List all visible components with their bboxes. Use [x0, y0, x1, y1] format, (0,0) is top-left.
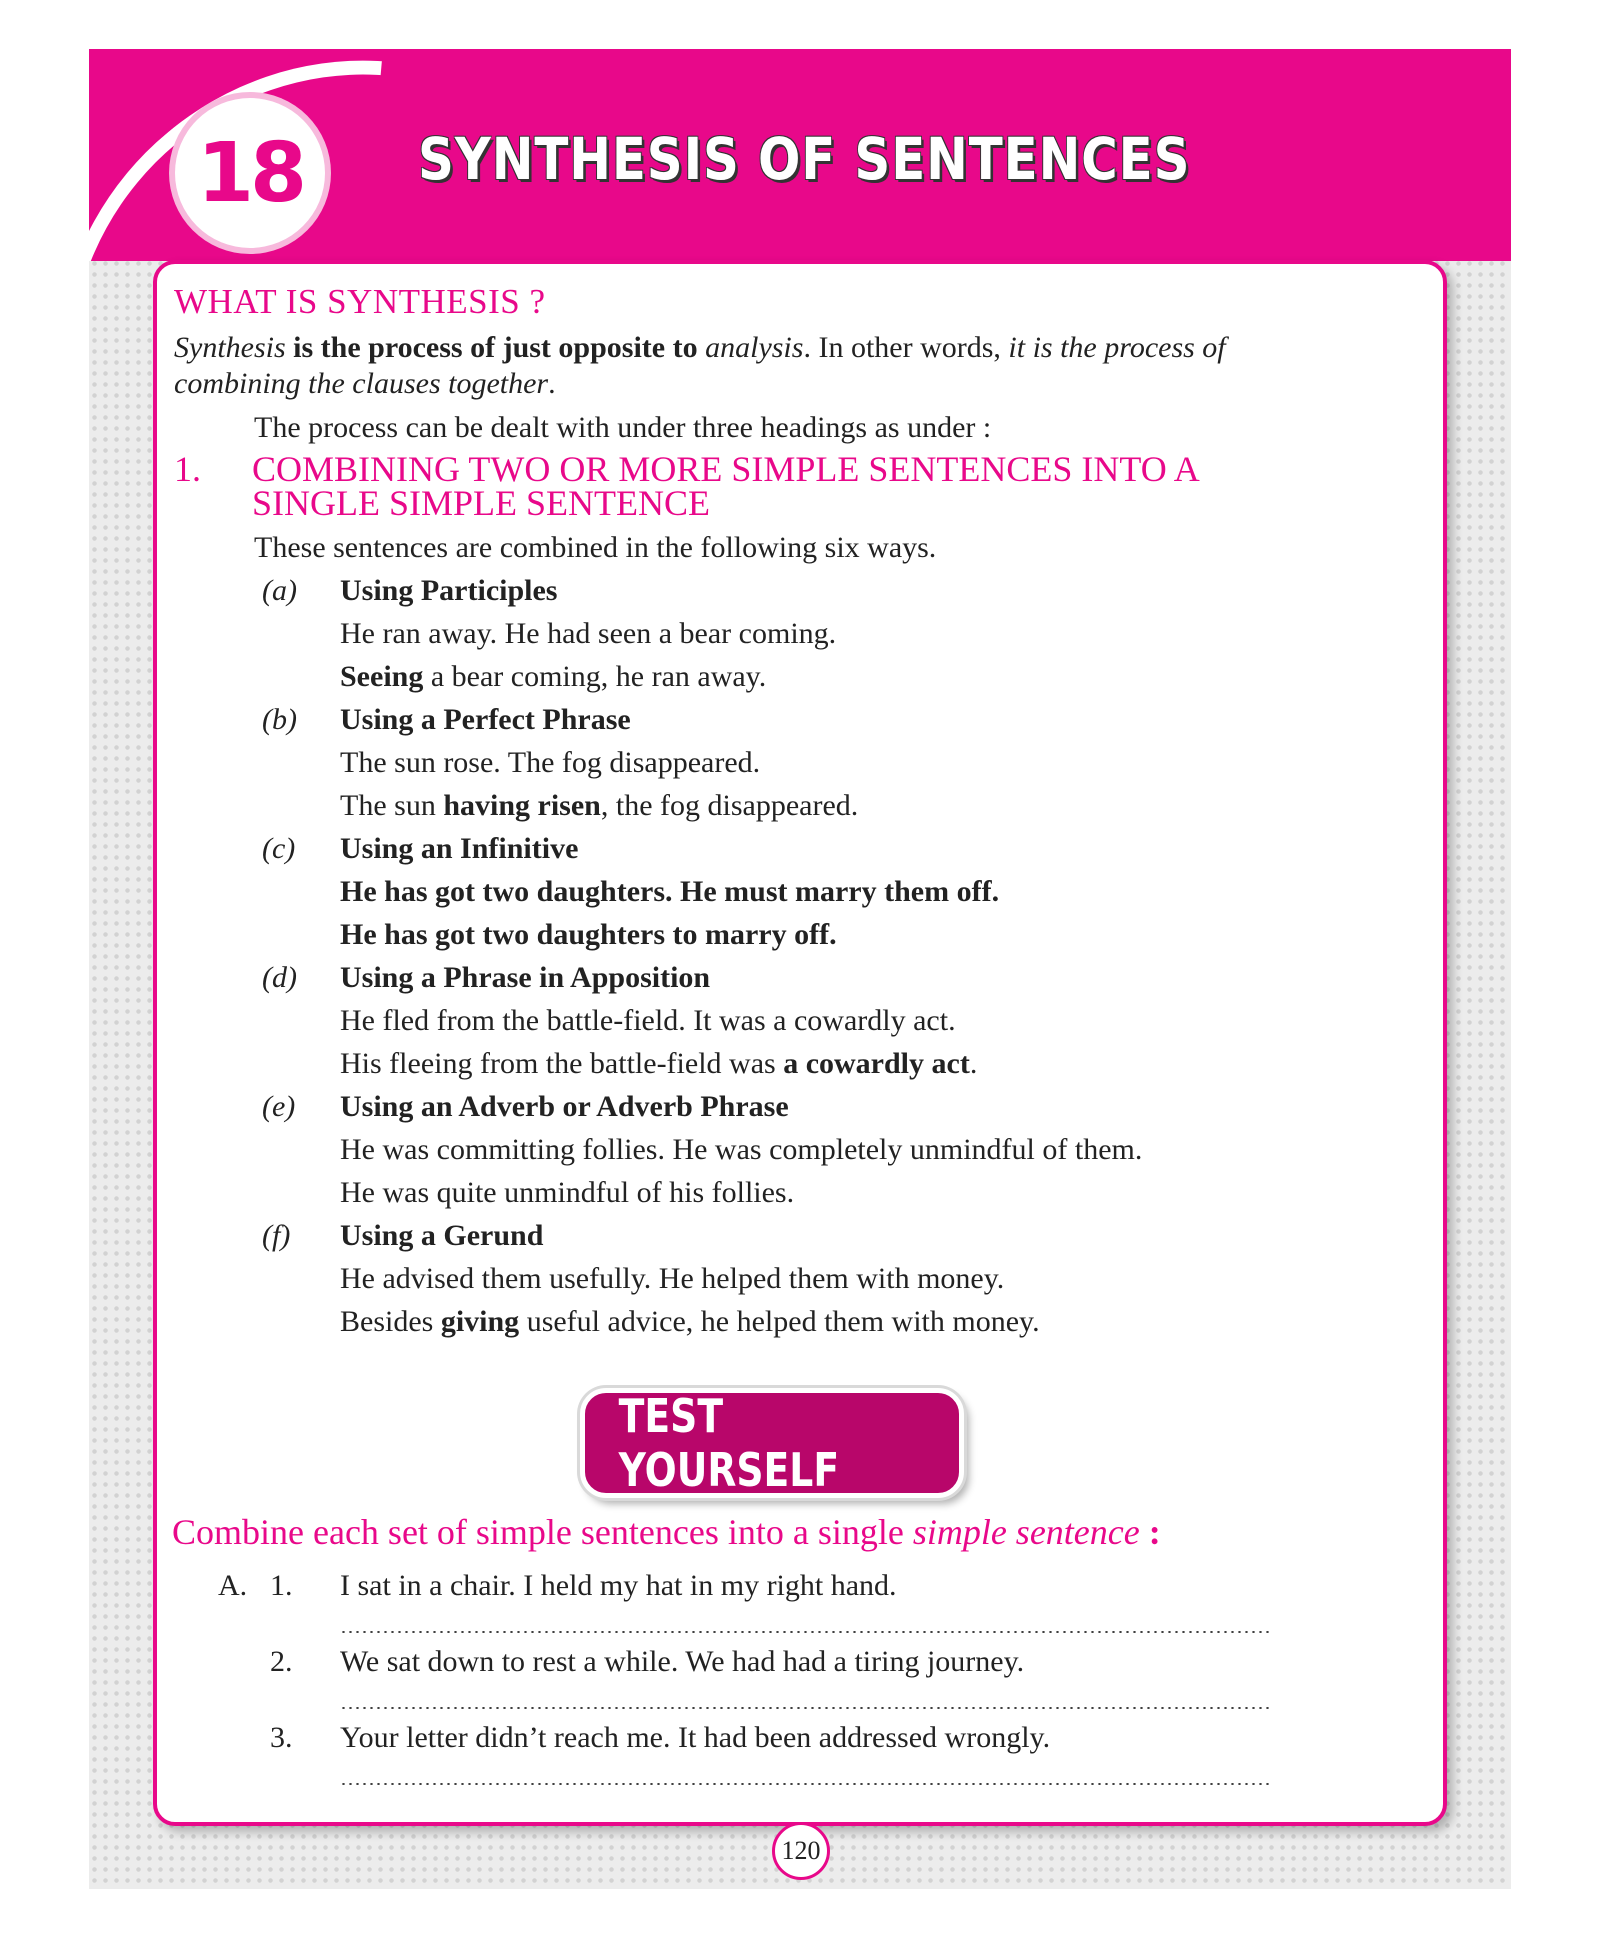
question-text: I sat in a chair. I held my hat in my right hand. — [340, 1569, 897, 1602]
example-sentence: He has got two daughters. He must marry them off. — [340, 875, 1000, 908]
question-number: 2. — [270, 1645, 293, 1678]
example-pre: His fleeing from the battle-field was — [340, 1047, 784, 1080]
example-rest: , the fog disappeared. — [600, 789, 859, 822]
highlight: having risen — [443, 789, 601, 822]
example-rest: . — [969, 1047, 978, 1080]
part-lead: These sentences are combined in the following six ways. — [254, 531, 937, 564]
example-pre: Besides — [340, 1305, 441, 1338]
definition-bold: is the process of just opposite to — [285, 331, 706, 364]
example-sentence: The sun rose. The fog disappeared. — [340, 746, 761, 779]
way-title: Using an Infinitive — [340, 832, 579, 865]
answer-line[interactable] — [340, 1782, 1272, 1786]
example-sentence: He advised them usefully. He helped them with money. — [340, 1262, 1005, 1295]
definition-italic: it is the process of — [1008, 331, 1226, 364]
test-yourself-label: TEST YOURSELF — [618, 1389, 840, 1497]
way-letter: (a) — [262, 574, 297, 607]
example-combined: He was quite unmindful of his follies. — [340, 1176, 795, 1209]
answer-line[interactable] — [340, 1706, 1272, 1710]
way-letter: (c) — [262, 832, 296, 865]
way-title: Using Participles — [340, 574, 558, 607]
intro-text: The process can be dealt with under three headings as under : — [254, 411, 992, 444]
way-letter: (b) — [262, 703, 297, 736]
example-sentence: He ran away. He had seen a bear coming. — [340, 617, 837, 650]
example-combined: He has got two daughters to marry off. — [340, 918, 837, 951]
question-text: Your letter didn’t reach me. It had been addressed wrongly. — [340, 1721, 1051, 1754]
way-letter: (f) — [262, 1219, 291, 1252]
way-letter: (e) — [262, 1090, 296, 1123]
question-number: 3. — [270, 1721, 293, 1754]
section-heading: WHAT IS SYNTHESIS ? — [174, 282, 546, 321]
example-combined — [340, 788, 858, 824]
page-number: 120 — [772, 1822, 830, 1880]
way-title: Using a Phrase in Apposition — [340, 961, 711, 994]
highlight: a cowardly act — [783, 1047, 970, 1080]
way-title: Using an Adverb or Adverb Phrase — [340, 1090, 789, 1123]
term-synthesis: Synthesis — [174, 331, 286, 364]
instruction-emphasis: simple sentence — [912, 1512, 1140, 1552]
example-combined — [340, 659, 766, 695]
part-title-line-2: SINGLE SIMPLE SENTENCE — [252, 483, 710, 523]
definition-line-2 — [174, 366, 556, 402]
example-sentence: He was committing follies. He was completely unmindful of them. — [340, 1133, 1143, 1166]
highlight: Seeing — [340, 660, 424, 693]
question-text: We sat down to rest a while. We had had a tiring journey. — [340, 1645, 1025, 1678]
question-number: 1. — [270, 1569, 293, 1602]
example-combined — [340, 1046, 977, 1082]
exercise-set-label: A. — [218, 1569, 248, 1602]
highlight: giving — [440, 1305, 520, 1338]
way-title: Using a Gerund — [340, 1219, 544, 1252]
definition-line-1 — [174, 330, 1226, 366]
term-analysis: analysis — [705, 331, 804, 364]
example-rest: a bear coming, he ran away. — [423, 660, 767, 693]
part-number: 1. — [174, 449, 201, 489]
chapter-title: SYNTHESIS OF SENTENCES — [418, 125, 1191, 193]
example-combined — [340, 1304, 1040, 1340]
definition-period: . — [548, 367, 556, 400]
example-rest: useful advice, he helped them with money. — [519, 1305, 1040, 1338]
example-pre: The sun — [340, 789, 444, 822]
exercise-instruction — [172, 1512, 1161, 1552]
definition-italic-2: combining the clauses together — [174, 367, 549, 400]
test-yourself-badge — [580, 1388, 964, 1498]
way-letter: (d) — [262, 961, 297, 994]
definition-text: . In other words, — [803, 331, 1009, 364]
example-sentence: He fled from the battle-field. It was a cowardly act. — [340, 1004, 956, 1037]
answer-line[interactable] — [340, 1630, 1272, 1634]
part-title-line-1: COMBINING TWO OR MORE SIMPLE SENTENCES INTO A — [252, 449, 1200, 489]
way-title: Using a Perfect Phrase — [340, 703, 631, 736]
chapter-number: 18 — [175, 98, 325, 248]
instruction-text: Combine each set of simple sentences into a single — [172, 1512, 913, 1552]
instruction-end: : — [1139, 1512, 1161, 1552]
